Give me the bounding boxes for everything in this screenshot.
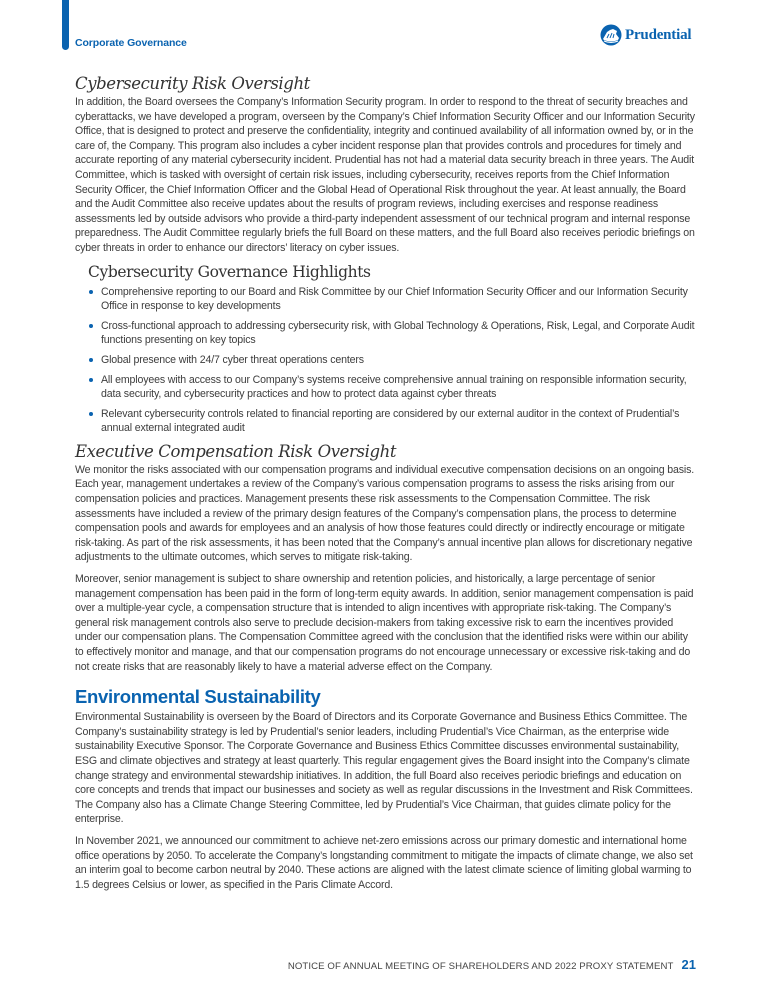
bullet-icon xyxy=(89,358,93,362)
highlights-heading: Cybersecurity Governance Highlights xyxy=(88,262,371,281)
list-item: Comprehensive reporting to our Board and Risk Committee by our Chief Information Security Officer and our Information Security Office in response to key developments xyxy=(89,285,695,314)
exec-comp-paragraph-2: Moreover, senior management is subject to share ownership and retention policies, and historically, a large percentage of senior management compensation has been paid in the form of long-term equity awards. In addition, senior management compensation is paid over a multiple-year cycle, a compensation structure that is intended to align incentives with appropriate risk-taking. The Company’s general risk management controls also serve to preclude decision-makers from taking excessive risk to earn the incentives provided under our compensation plans. The Compensation Committee agreed with the conclusion that the identified risks were within our ability to effectively monitor and manage, and that our compensation programs do not encourage unnecessary or excessive risk-taking and do not create risks that are reasonably likely to have a material adverse effect on the Company. xyxy=(75,573,694,673)
bullet-icon xyxy=(89,290,93,294)
page-content xyxy=(75,74,695,899)
environment-paragraph-1: Environmental Sustainability is overseen by the Board of Directors and its Corporate Governance and Business Ethics Committee. The Company’s sustainability strategy is led by Prudential’s senior leaders, including Prudential’s Vice Chairman, as the enterprise wide sustainability Executive Sponsor. The Corporate Governance and Business Ethics Committee discusses environmental sustainability, ESG and climate objectives and strategy at least quarterly. This regular engagement gives the Board insight into the Company’s climate change strategy and environmental stewardship initiatives. In addition, the full Board also receives periodic briefings and education on core concepts and trends that impact our businesses and society as well as regular discussions in the Investment and Risk Committees. The Company also has a Climate Change Steering Committee, led by Prudential’s Vice Chairman, that guides climate policy for the enterprise. xyxy=(75,711,693,826)
environment-paragraph-2: In November 2021, we announced our commitment to achieve net-zero emissions across our primary domestic and international home office operations by 2050. To accelerate the Company’s longstanding commitment to mitigate the impacts of climate change, we also set an interim goal to become carbon neutral by 2040. These actions are aligned with the latest climate science of limiting global warming to 1.5 degrees Celsius or lower, as specified in the Paris Climate Accord. xyxy=(75,834,693,891)
cyber-risk-heading: Cybersecurity Risk Oversight xyxy=(75,74,310,93)
list-item: All employees with access to our Company’s systems receive comprehensive annual training on responsible information security, data security, and cybersecurity practices and how to protect data against cyber threats xyxy=(89,373,695,402)
section-accent-bar xyxy=(62,0,69,50)
list-item: Global presence with 24/7 cyber threat operations centers xyxy=(89,353,695,368)
environment-heading: Environmental Sustainability xyxy=(75,686,321,708)
list-item: Cross-functional approach to addressing cybersecurity risk, with Global Technology & Operations, Risk, Legal, and Corporate Audit functions presenting on key topics xyxy=(89,319,695,348)
exec-comp-heading: Executive Compensation Risk Oversight xyxy=(75,441,397,461)
logo-text: Prudential xyxy=(625,26,692,43)
section-label: Corporate Governance xyxy=(75,37,187,49)
cyber-risk-paragraph: In addition, the Board oversees the Company’s Information Security program. In order to respond to the threat of security breaches and cyberattacks, we have developed a program, overseen by the Company’s Chief Information Security Officer and our Information Security Office, that is designed to protect and preserve the confidentiality, integrity and continued availability of all information owned by, or in the care of, the Company. This program also includes a cyber incident response plan that provides controls and procedures for timely and accurate reporting of any material cybersecurity incident. Prudential has not had a material data security breach in three years. The Audit Committee, which is tasked with oversight of certain risk issues, including cybersecurity, receives reports from the Chief Information Security Officer, the Chief Information Officer and the Global Head of Operational Risk throughout the year. At least annually, the Board and the Audit Committee also receive updates about the results of program reviews, including exercises and response readiness assessments led by outside advisors who provide a third-party independent assessment of our technical program and internal response preparedness. The Audit Committee regularly briefs the full Board on these matters, and the full Board also receives periodic briefings on cyber threats in order to enhance our directors’ literacy on cyber issues. xyxy=(75,96,695,254)
page-number: 21 xyxy=(681,957,696,972)
bullet-icon xyxy=(89,412,93,416)
list-item: Relevant cybersecurity controls related to financial reporting are considered by our external auditor in the context of Prudential’s annual external integrated audit xyxy=(89,407,695,436)
rock-of-gibraltar-icon xyxy=(600,24,622,46)
exec-comp-paragraph-1: We monitor the risks associated with our compensation programs and individual executive compensation decisions on an ongoing basis. Each year, management undertakes a review of the Company’s various compensation programs to assess the risks arising from our compensation policies and practices. Management presents these risk assessments to the Compensation Committee. The risk assessments have included a review of the primary design features of the Company’s compensation plans, the process to determine compensation pools and awards for employees and an analysis of how those features could directly or indirectly encourage or mitigate risk-taking. As part of the risk assessments, it has been noted that the Company’s annual incentive plan allows for discretionary negative adjustments to the ultimate outcomes, which serves to mitigate risk-taking. xyxy=(75,463,695,564)
bullet-icon xyxy=(89,378,93,382)
prudential-logo xyxy=(600,24,691,46)
page-footer xyxy=(288,957,696,972)
highlights-list xyxy=(75,285,695,436)
footer-text: NOTICE OF ANNUAL MEETING OF SHAREHOLDERS AND 2022 PROXY STATEMENT xyxy=(287,961,674,972)
bullet-icon xyxy=(89,324,93,328)
